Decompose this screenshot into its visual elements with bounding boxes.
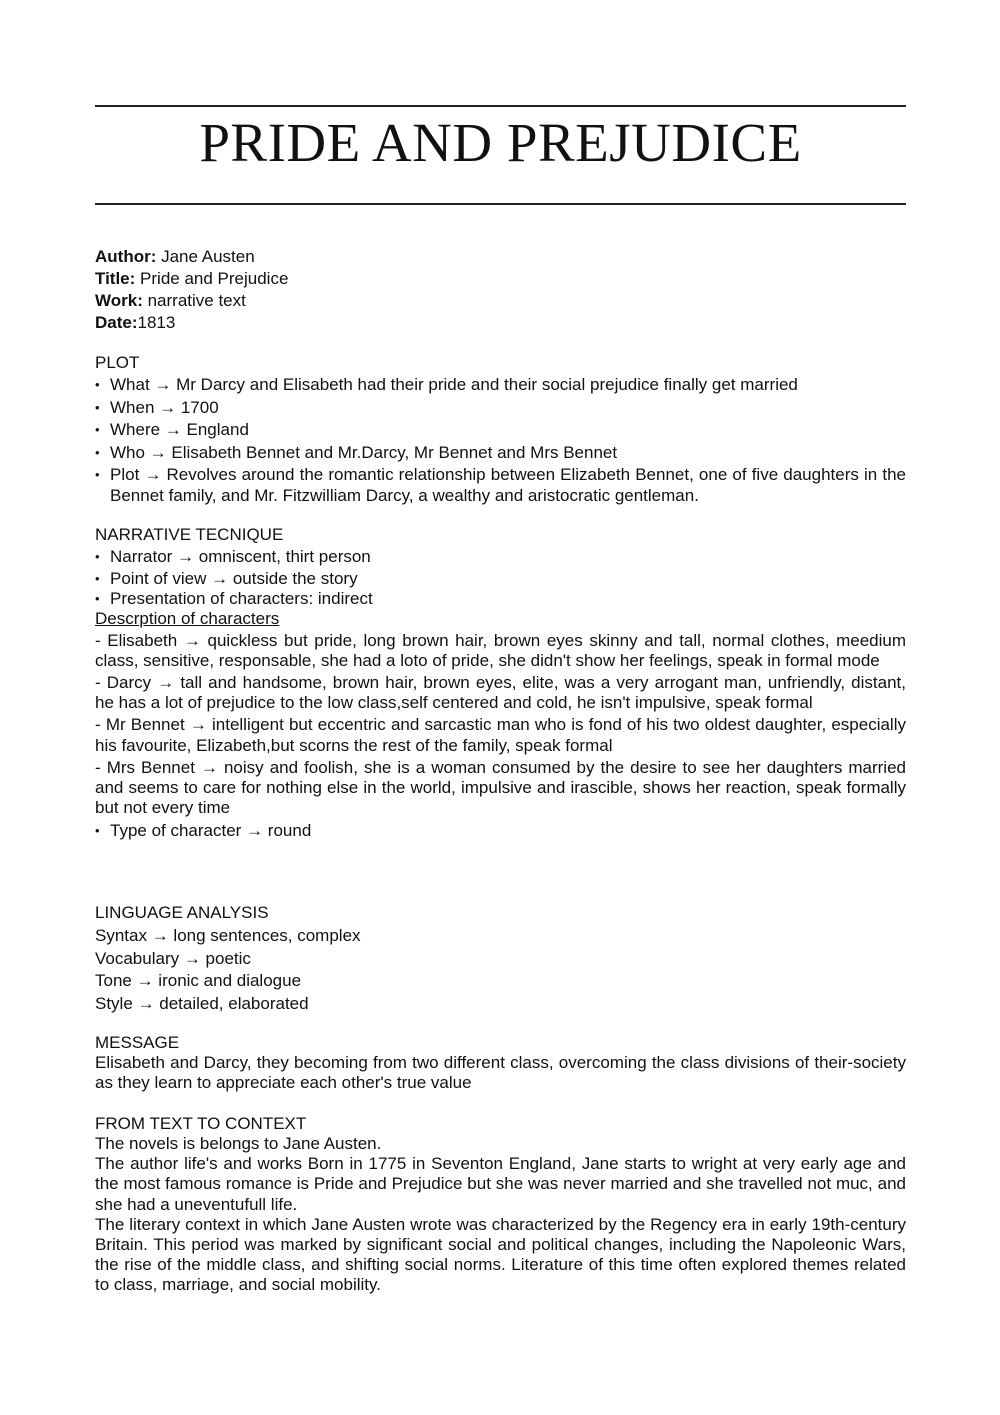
- list-item: • Who → Elisabeth Bennet and Mr.Darcy, Mr Bennet and Mrs Bennet: [95, 442, 906, 465]
- description-heading: Descrption of characters: [95, 608, 280, 628]
- context-paragraph: The author life's and works Born in 1775 in Seventon England, Jane starts to wright at very early age and the most famous romance is Pride and Prejudice but she was never married and she travelled not muc, and she had a uneventufull life.: [95, 1154, 906, 1214]
- bullet-icon: •: [95, 377, 100, 392]
- list-item: • Narrator → omniscent, thirt person: [95, 547, 371, 566]
- metadata-block: [95, 246, 288, 334]
- bullet-icon: •: [95, 399, 100, 415]
- character-description: - Elisabeth → quickless but pride, long brown hair, brown eyes skinny and tall, normal clothes, meedium class, sensitive, responsable, she had a loto of pride, she didn't show her feelings, speak in formal mode: [95, 630, 906, 670]
- bullet-icon: •: [95, 444, 100, 460]
- language-heading: LINGUAGE ANALYSIS: [95, 903, 269, 922]
- character-description: - Mrs Bennet → noisy and foolish, she is a woman consumed by the desire to see her daughters married and seems to care for nothing else in the world, impulsive and irascible, shows her reaction, speak formally but not every time: [95, 757, 906, 818]
- message-heading: MESSAGE: [95, 1033, 180, 1052]
- context-heading: FROM TEXT TO CONTEXT: [95, 1114, 307, 1133]
- character-description: - Darcy → tall and handsome, brown hair, brown eyes, elite, was a very arrogant man, unfriendly, distant, he has a lot of prejudice to the low class,self centered and cold, he isn't impulsive, speak formal: [95, 672, 906, 713]
- list-item: • What → Mr Darcy and Elisabeth had their pride and their social prejudice finally get married: [95, 374, 906, 397]
- bullet-icon: •: [95, 590, 100, 606]
- list-item: Vocabulary → poetic: [95, 948, 251, 968]
- list-item: • Presentation of characters: indirect: [95, 588, 373, 608]
- bullet-icon: •: [95, 823, 100, 839]
- context-paragraph: The literary context in which Jane Austen wrote was characterized by the Regency era in early 19th-century Britain. This period was marked by significant social and political changes, including the Napoleonic Wars, the rise of the middle class, and shifting social norms. Literature of this time often explored themes related to class, marriage, and social mobility.: [95, 1214, 906, 1295]
- work-line: Work: narrative text: [95, 291, 246, 310]
- bullet-icon: •: [95, 467, 100, 482]
- bullet-icon: •: [95, 570, 100, 586]
- bullet-icon: •: [95, 549, 100, 564]
- list-item: • Type of character → round: [95, 820, 906, 843]
- list-item: • When → 1700: [95, 397, 906, 420]
- plot-section: [95, 352, 906, 506]
- list-item: Syntax → long sentences, complex: [95, 926, 361, 945]
- list-item: Tone → ironic and dialogue: [95, 971, 302, 990]
- plot-heading: PLOT: [95, 353, 140, 372]
- character-description: - Mr Bennet → intelligent but eccentric and sarcastic man who is fond of his two oldest daughter, especially his favourite, Elizabeth,but scorns the rest of the family, speak formal: [95, 715, 906, 755]
- message-section: [95, 1032, 906, 1093]
- document-title: PRIDE AND PREJUDICE: [199, 112, 802, 173]
- title-bottom-rule: [95, 203, 906, 205]
- narrative-section: [95, 524, 906, 843]
- bullet-icon: •: [95, 422, 100, 437]
- title-top-rule: [95, 105, 906, 107]
- list-item: Style → detailed, elaborated: [95, 993, 309, 1013]
- author-line: Author: Jane Austen: [95, 247, 255, 266]
- title-line: Title: Pride and Prejudice: [95, 269, 289, 288]
- list-item: • Plot → Revolves around the romantic relationship between Elizabeth Bennet, one of five daughters in the Bennet family, and Mr. Fitzwilliam Darcy, a wealthy and aristocratic gentleman.: [95, 465, 906, 505]
- date-line: Date:1813: [95, 313, 176, 332]
- language-section: [95, 902, 906, 1015]
- list-item: • Where → England: [95, 419, 906, 442]
- context-section: [95, 1113, 906, 1296]
- narrative-heading: NARRATIVE TECNIQUE: [95, 525, 284, 544]
- list-item: • Point of view → outside the story: [95, 568, 358, 588]
- context-paragraph: The novels is belongs to Jane Austen.: [95, 1134, 382, 1153]
- message-text: Elisabeth and Darcy, they becoming from two different class, overcoming the class divisions of their-society as they learn to appreciate each other's true value: [95, 1053, 906, 1093]
